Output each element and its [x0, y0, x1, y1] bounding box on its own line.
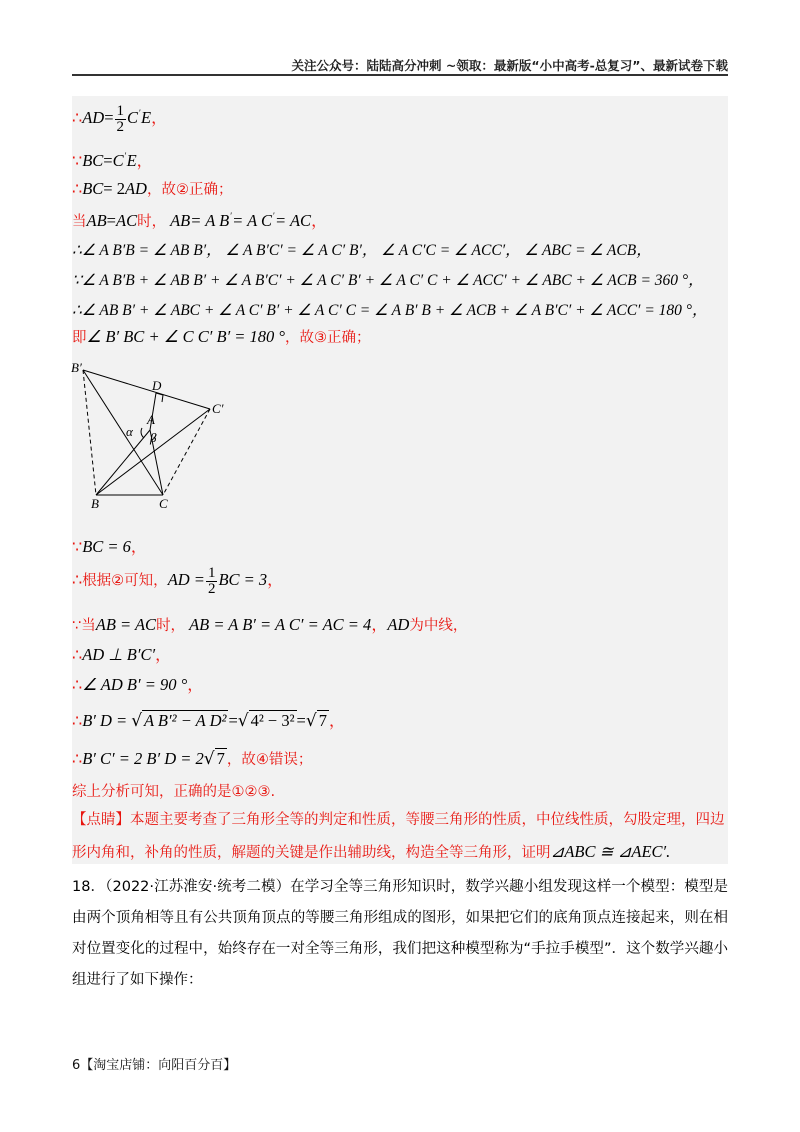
right-angle-mark [156, 393, 163, 402]
solution-line-16: 综上分析可知，正确的是①②③. [72, 784, 276, 800]
solution-line-3: ∴BC= 2AD，故②正确； [72, 179, 233, 198]
solution-line-1: ∴AD= $\frac{1}{2}$ C′E， [72, 103, 168, 135]
dashed-cprime-c [163, 409, 210, 495]
solution-line-7: ∴∠ AB B′ + ∠ ABC + ∠ A C′ B′ + ∠ A C′ C = ∠ A B′ B + ∠ ACB + ∠ A B′C′ + ∠ ACC′ = 180 °， [72, 302, 708, 319]
solution-line-11: ∵当AB = AC时， AB = A B′ = A C′ = AC = 4，AD为中线， [72, 615, 468, 634]
dashed-bprime-b [83, 370, 96, 495]
solution-line-5: ∴∠ A B′B = ∠ AB B′， ∠ A B′C′ = ∠ A C′ B′， ∠ A C′C = ∠ ACC′， ∠ ABC = ∠ ACB， [72, 242, 652, 259]
label-c-prime: C′ [212, 401, 224, 416]
solution-line-8: 即∠ B′ BC + ∠ C C′ B′ = 180 °，故③正确； [72, 327, 371, 346]
solution-line-15: ∴B′ C′ = 2 B′ D = 2√ 7 ，故④错误； [72, 749, 313, 769]
solution-line-2: ∵BC=C′E， [72, 151, 153, 170]
segment-bprime-cprime [83, 370, 210, 409]
question-18: 18．（2022·江苏淮安·统考二模）在学习全等三角形知识时，数学兴趣小组发现这样一个模型：模型是由两个顶角相等且有公共顶角顶点的等腰三角形组成的图形，如果把它们的底角顶点连接起来，则在相对位置变化的过程中，始终存在一对全等三角形，我们把这种模型称为“手拉手模型”．这个数学兴趣小组进行了如下操作： [72, 879, 728, 988]
label-b: B [91, 496, 99, 508]
header-rule [72, 74, 728, 76]
solution-line-4: 当AB=AC时， AB= A B′= A C′= AC， [72, 211, 328, 230]
solution-line-14: ∴B′ D = √ A B′² − A D² =√ 4² − 3² =√ 7 ， [72, 711, 345, 731]
page-footer: 6【淘宝店铺：向阳百分百】 [72, 1058, 237, 1073]
label-d: D [152, 378, 162, 393]
label-c: C [159, 496, 168, 508]
label-alpha: α [126, 424, 133, 439]
label-a: A [147, 412, 155, 427]
label-b-prime: B′ [71, 360, 82, 375]
solution-line-9: ∵BC = 6， [72, 537, 147, 556]
alpha-arc [141, 428, 144, 438]
key-point-note: 【点睛】本题主要考查了三角形全等的判定和性质，等腰三角形的性质，中位线性质，勾股定理，四边形内角和，补角的性质，解题的关键是作出辅助线，构造全等三角形，证明⊿ABC ≅ ⊿AEC′. [72, 812, 725, 861]
label-beta: β [150, 430, 157, 445]
solution-line-10: ∴根据②可知，AD = $\frac{1}{2}$ BC = 3， [72, 565, 284, 597]
solution-line-6: ∵∠ A B′B + ∠ AB B′ + ∠ A B′C′ + ∠ A C′ B′ + ∠ A C′ C + ∠ ACC′ + ∠ ABC + ∠ ACB = 360 °， [72, 272, 704, 289]
solution-line-12: ∴AD ⊥ B′C′， [72, 645, 172, 664]
page-header: 关注公众号：陆陆高分冲刺 ~领取：最新版“小中高考-总复习”、最新试卷下载 [291, 58, 728, 73]
solution-line-13: ∴∠ AD B′ = 90 °， [72, 675, 204, 694]
geometry-figure [70, 358, 240, 508]
